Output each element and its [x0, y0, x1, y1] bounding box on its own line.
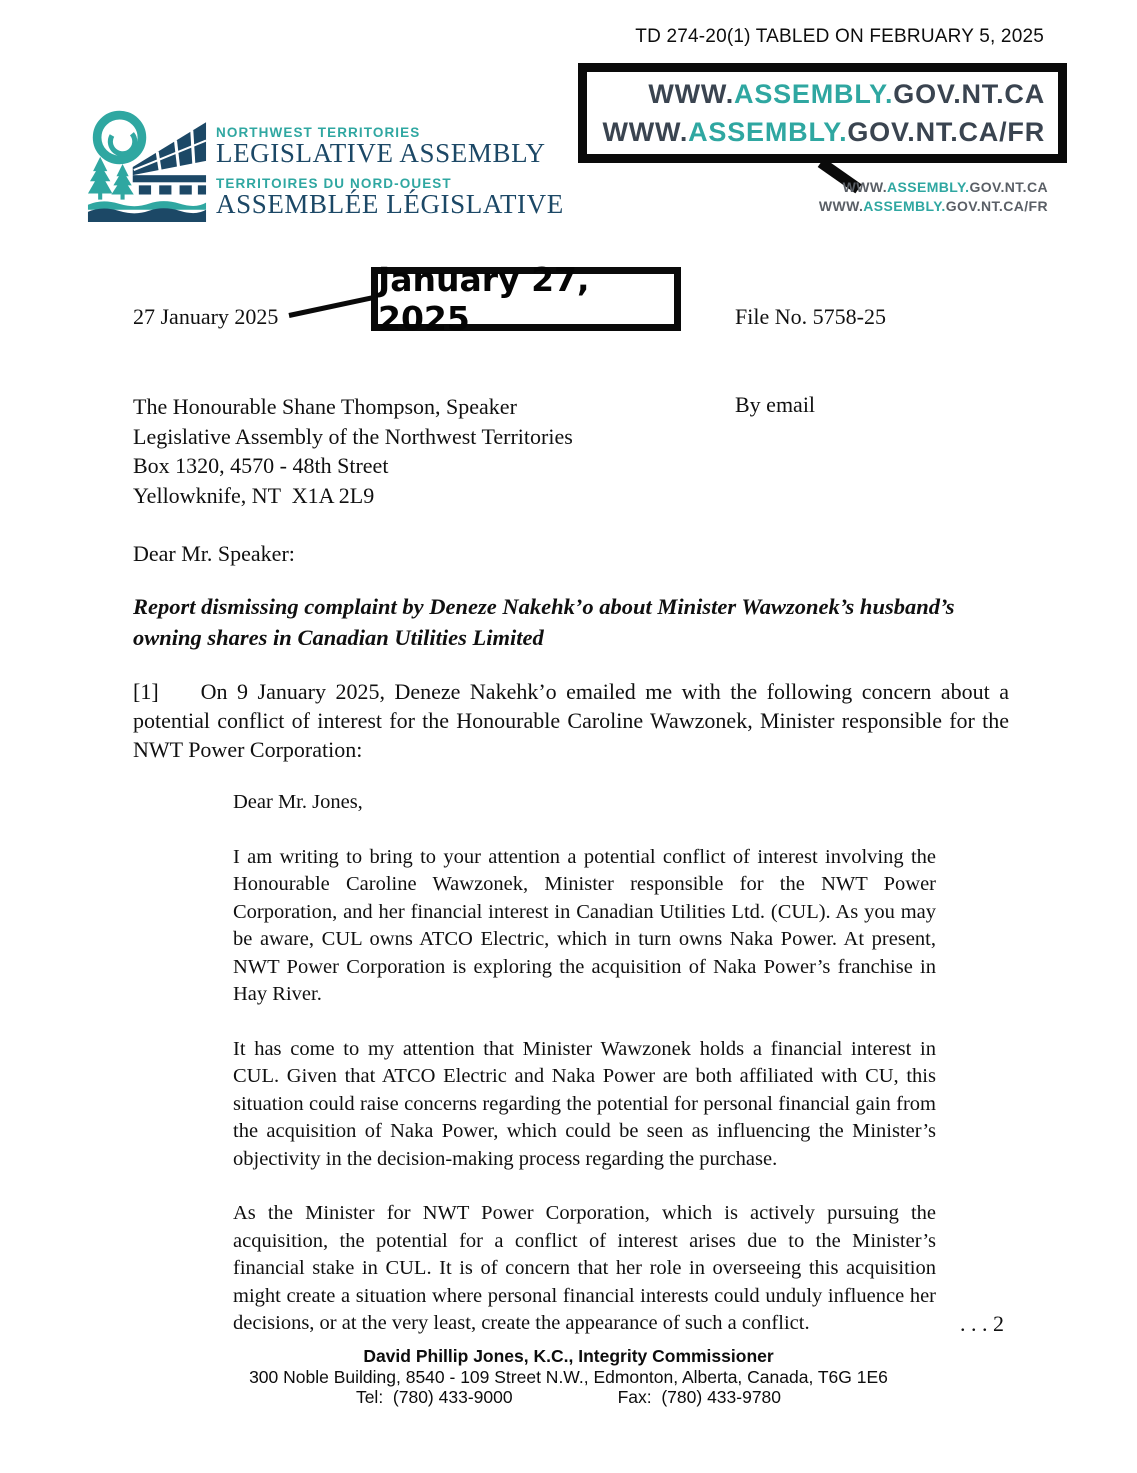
url-domain: GOV.NT.CA/FR — [847, 117, 1045, 147]
salutation: Dear Mr. Speaker: — [133, 541, 295, 566]
recipient-address-block — [133, 392, 573, 510]
url-line-fr — [587, 113, 1045, 151]
date-callout-line — [288, 295, 372, 318]
file-number: File No. 5758-25 — [735, 304, 886, 329]
letter-footer — [0, 1346, 1137, 1408]
recipient-street: Box 1320, 4570 - 48th Street — [133, 453, 389, 478]
url-domain: GOV.NT.CA — [893, 79, 1045, 109]
recipient-city: Yellowknife, NT X1A 2L9 — [133, 482, 375, 508]
recipient-name: The Honourable Shane Thompson, Speaker — [133, 394, 517, 419]
letterhead-url-fr — [819, 197, 1048, 216]
footer-fax: Fax: (780) 433-9780 — [617, 1387, 782, 1407]
footer-tel: Tel: (780) 433-9000 — [355, 1387, 513, 1407]
url-www: WWW. — [842, 179, 887, 195]
date-callout-box: January 27, 2025 — [371, 267, 681, 331]
paragraph-1 — [133, 677, 1009, 764]
logo-fr-small: TERRITOIRES DU NORD-OUEST — [216, 176, 452, 191]
recipient-org: Legislative Assembly of the Northwest Territories — [133, 423, 573, 449]
footer-address: 300 Noble Building, 8540 - 109 Street N.W., Edmonton, Alberta, Canada, T6G 1E6 — [249, 1366, 888, 1387]
tabled-document-note: TD 274-20(1) TABLED ON FEBRUARY 5, 2025 — [635, 26, 1044, 47]
logo-en-small: NORTHWEST TERRITORIES — [216, 125, 421, 140]
logo-en-large: LEGISLATIVE ASSEMBLY — [216, 138, 546, 168]
url-line-en — [587, 75, 1045, 113]
url-domain: GOV.NT.CA — [969, 179, 1048, 195]
url-assembly: ASSEMBLY. — [688, 117, 848, 147]
quoted-paragraph: It has come to my attention that Minister Wawzonek holds a financial interest in CUL. Given that ATCO Electric and Naka Power are both affiliated with CU, this situation could raise concerns regarding the potential for personal financial gain from the acquisition of Naka Power, which could be seen as influencing the Minister’s objectivity in the decision-making process regarding the purchase. — [233, 1037, 936, 1170]
paragraph-number: [1] — [133, 679, 159, 704]
url-assembly: ASSEMBLY. — [863, 198, 946, 214]
url-assembly: ASSEMBLY. — [734, 79, 894, 109]
logo-fr-large: ASSEMBLÉE LÉGISLATIVE — [216, 189, 564, 219]
quoted-salutation: Dear Mr. Jones, — [233, 791, 363, 813]
letterhead-urls — [819, 178, 1048, 216]
letter-date: 27 January 2025 — [133, 304, 279, 329]
footer-contact — [0, 1387, 1137, 1408]
waves-icon — [88, 201, 206, 222]
legislative-assembly-logo-icon — [85, 108, 209, 222]
website-url-callout-box — [578, 63, 1067, 163]
sun-icon — [97, 115, 142, 160]
quoted-paragraph: As the Minister for NWT Power Corporation, which is actively pursuing the acquisition, the potential for a conflict of interest arises due to the Minister’s financial stake in CUL. It is of concern that her role in overseeing this acquisition might create a situation where personal financial interests could unduly influence her decisions, or at the very least, create the appearance of such a conflict. — [233, 1202, 936, 1334]
footer-commissioner: David Phillip Jones, K.C., Integrity Commissioner — [363, 1346, 774, 1366]
page-continuation-marker: . . . 2 — [960, 1311, 1004, 1336]
url-www: WWW. — [602, 117, 689, 147]
url-domain: GOV.NT.CA/FR — [945, 198, 1048, 214]
url-www: WWW. — [818, 198, 864, 214]
quoted-email-block — [233, 789, 936, 1365]
delivery-method: By email — [735, 392, 816, 417]
paragraph-text: On 9 January 2025, Deneze Nakehk’o emailed me with the following concern about a potential conflict of interest for the Honourable Caroline Wawzonek, Minister responsible for the NWT Power Corporation: — [133, 679, 1009, 762]
trees-icon — [88, 157, 134, 200]
logo-wordmark — [216, 108, 564, 219]
subject-heading: Report dismissing complaint by Deneze Nakehk’o about Minister Wawzonek’s husband’s owning shares in Canadian Utilities Limited — [133, 594, 955, 650]
url-www: WWW. — [648, 79, 735, 109]
letterhead-url-en — [819, 178, 1048, 197]
legislative-assembly-logo — [85, 108, 564, 222]
url-assembly: ASSEMBLY. — [887, 179, 970, 195]
quoted-paragraph: I am writing to bring to your attention a potential conflict of interest involving the Honourable Caroline Wawzonek, Minister responsible for the NWT Power Corporation, and her financial interest in Canadian Utilities Ltd. (CUL). As you may be aware, CUL owns ATCO Electric, which in turn owns Naka Power. At present, NWT Power Corporation is exploring the acquisition of Naka Power’s franchise in Hay River. — [233, 845, 936, 1005]
